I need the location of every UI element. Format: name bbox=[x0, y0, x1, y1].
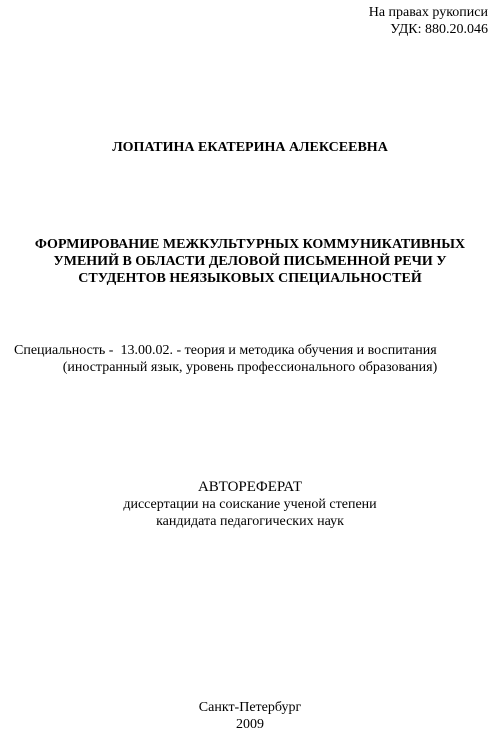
abstract-block bbox=[0, 478, 500, 530]
abstract-line-1: диссертации на соискание ученой степени bbox=[123, 497, 377, 512]
specialty-line-2: (иностранный язык, уровень профессионального образования) bbox=[62, 360, 438, 375]
footer-block bbox=[0, 699, 500, 733]
dissertation-title bbox=[0, 236, 500, 287]
year: 2009 bbox=[236, 717, 264, 732]
author-name: ЛОПАТИНА ЕКАТЕРИНА АЛЕКСЕЕВНА bbox=[112, 140, 388, 155]
abstract-label: АВТОРЕФЕРАТ bbox=[197, 479, 303, 495]
city: Санкт-Петербург bbox=[198, 700, 302, 715]
specialty-line-1: Специальность - 13.00.02. - теория и методика обучения и воспитания bbox=[14, 343, 437, 358]
header-block bbox=[369, 4, 488, 38]
udc-code: УДК: 880.20.046 bbox=[390, 22, 488, 37]
abstract-line-2: кандидата педагогических наук bbox=[156, 514, 344, 529]
specialty-block bbox=[0, 342, 500, 376]
title-line-3: СТУДЕНТОВ НЕЯЗЫКОВЫХ СПЕЦИАЛЬНОСТЕЙ bbox=[78, 271, 422, 286]
title-line-2: УМЕНИЙ В ОБЛАСТИ ДЕЛОВОЙ ПИСЬМЕННОЙ РЕЧИ У bbox=[53, 254, 447, 269]
title-line-1: ФОРМИРОВАНИЕ МЕЖКУЛЬТУРНЫХ КОММУНИКАТИВНЫХ bbox=[34, 237, 466, 252]
manuscript-rights-note: На правах рукописи bbox=[368, 5, 488, 20]
